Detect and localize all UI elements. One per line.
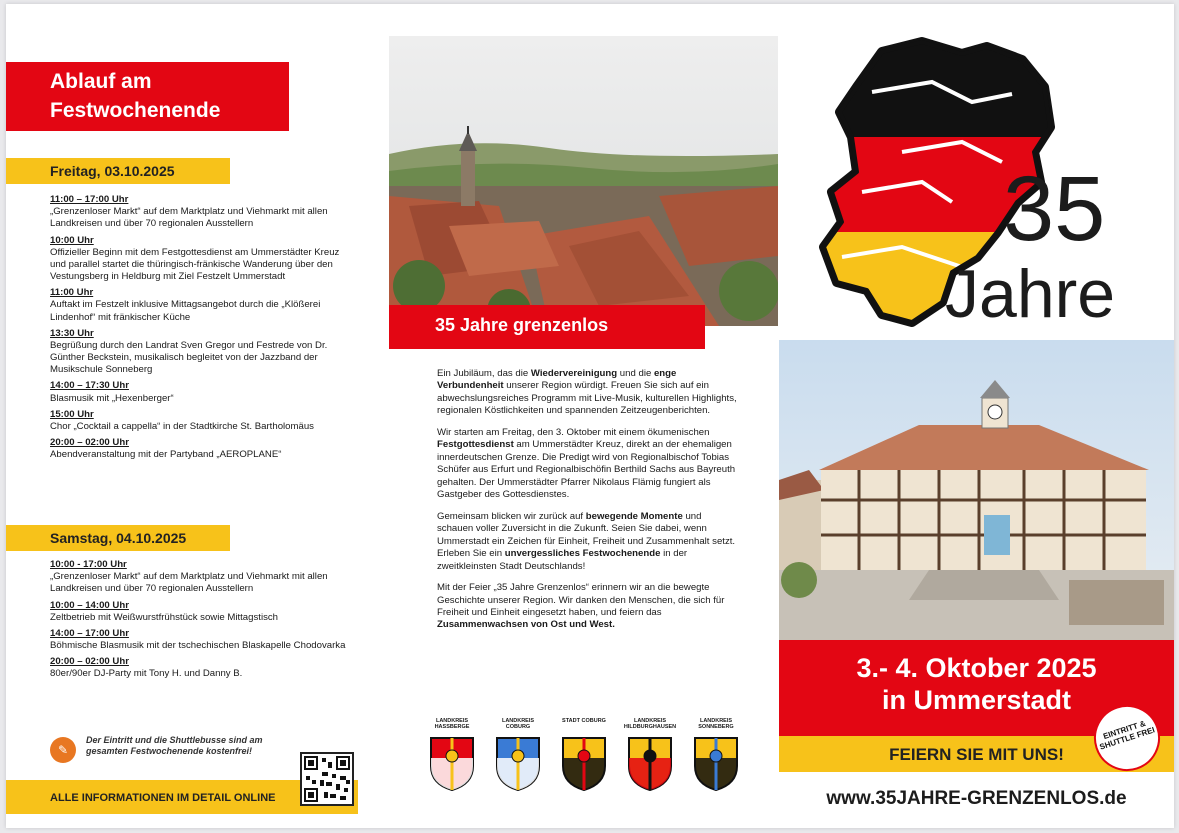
schedule-description: Zeltbetrieb mit Weißwurstfrühstück sowie Mittagstisch [50, 611, 279, 623]
coat-of-arms-icon [495, 736, 541, 792]
event-date: 3.- 4. Oktober 2025 [856, 653, 1097, 683]
crest-label: LANDKREIS HASSBERGE [434, 718, 470, 731]
highlight-text: Zusammenwachsen von Ost und West. [437, 619, 615, 631]
town-hall-image [779, 340, 1174, 640]
schedule-time: 20:00 – 02:00 Uhr [50, 437, 129, 449]
schedule-description: 80er/90er DJ-Party mit Tony H. und Danny B. [50, 668, 243, 680]
schedule-description: Böhmische Blasmusik mit der tschechischen Blaskapelle Chodovarka [50, 640, 346, 652]
schedule-time: 13:30 Uhr [50, 327, 94, 339]
free-entry-note-text: Der Eintritt und die Shuttlebusse sind am gesamten Festwochenende kostenfrei! [86, 735, 263, 757]
paragraph-text: Gemeinsam blicken wir zurück auf [437, 510, 586, 522]
paragraph-text: Ein Jubiläum, das die [437, 368, 531, 379]
saturday-schedule [50, 559, 350, 681]
district-crest [490, 718, 546, 792]
intro-paragraph [437, 427, 737, 502]
highlight-text: unvergessliches Festwochenende [504, 548, 661, 560]
schedule-time: 10:00 – 14:00 Uhr [50, 599, 129, 611]
schedule-description: „Grenzenloser Markt“ auf dem Marktplatz und Viehmarkt mit allen Landkreisen und über 70 regionalen Ausstellern [50, 571, 328, 595]
district-crest [688, 718, 744, 792]
friday-title: Freitag, 03.10.2025 [6, 158, 230, 184]
anniversary-number: 35 [1003, 158, 1106, 260]
intro-text [437, 368, 737, 641]
info-bar: ALLE INFORMATIONEN IM DETAIL ONLINE [6, 780, 358, 814]
highlight-text: Festgottesdienst [437, 439, 514, 451]
schedule-time: 10:00 Uhr [50, 234, 94, 246]
anniversary-heading: 35 Jahre grenzenlos [389, 305, 705, 349]
district-crest [424, 718, 480, 792]
crest-label: STADT COBURG [562, 718, 606, 724]
intro-paragraph [437, 511, 737, 573]
schedule-time: 11:00 Uhr [50, 287, 94, 299]
schedule-time: 10:00 - 17:00 Uhr [50, 559, 127, 570]
schedule-heading-line1: Ablauf am [6, 62, 206, 95]
village-rooftops-photo [389, 36, 778, 326]
crest-label: LANDKREIS COBURG [501, 718, 535, 731]
highlight-text: bewegende Momente [585, 510, 683, 522]
district-crest [622, 718, 678, 792]
schedule-description: „Grenzenloser Markt“ auf dem Marktplatz und Viehmarkt mit allen Landkreisen und über 70 regionalen Ausstellern [50, 206, 328, 230]
ticket-icon: ✎ [50, 737, 76, 763]
coat-of-arms-icon [561, 736, 607, 792]
paragraph-text: Mit der Feier „35 Jahre Grenzenlos“ erinnern wir an die bewegte Geschichte unserer Region. Wir danken den Menschen, die sich für Freiheit und Einheit eingesetzt haben, und feiern das [437, 582, 725, 618]
schedule-time: 20:00 – 02:00 Uhr [50, 656, 129, 668]
schedule-description: Chor „Cocktail a cappella“ in der Stadtkirche St. Bartholomäus [50, 420, 314, 432]
paragraph-text: in der zweitkleinsten Stadt Deutschlands! [437, 548, 688, 572]
town-hall-photo [779, 340, 1174, 640]
district-crest [556, 718, 612, 792]
paragraph-text: und schauen voller Zuversicht in die Zukunft. Seien Sie dabei, wenn Ummerstadt ein Zeichen für Einheit, Freiheit und Zusammenhalt setzt. Erleben Sie ein [437, 510, 736, 560]
schedule-time: 15:00 Uhr [50, 408, 94, 420]
anniversary-jahre: Jahre [945, 256, 1116, 332]
saturday-title: Samstag, 04.10.2025 [6, 525, 230, 551]
schedule-description: Offizieller Beginn mit dem Festgottesdienst am Ummerstädter Kreuz und parallel startet die thüringisch-fränkische Wanderung über den Vestungsberg in Heldburg mit Ziel Festzelt Ummerstadt [50, 246, 340, 283]
highlight-text: Wiedervereinigung [530, 368, 618, 379]
qr-code-image [302, 754, 352, 804]
schedule-description: Begrüßung durch den Landrat Sven Gregor und Festrede von Dr. Günther Beckstein, musikalisch begleitet von der Jazzband der Musikschule Sonneberg [50, 339, 328, 376]
village-rooftops-image [389, 36, 778, 326]
free-entry-note [50, 735, 280, 763]
crest-label: LANDKREIS SONNEBERG [698, 718, 734, 731]
highlight-text: enge Verbundenheit [437, 368, 677, 392]
schedule-description: Blasmusik mit „Hexenberger“ [50, 392, 174, 404]
schedule-description: Auftakt im Festzelt inklusive Mittagsangebot durch die „Klößerei Lindenhof“ mit fränkischer Küche [50, 299, 321, 323]
event-location: in Ummerstadt [881, 685, 1072, 716]
schedule-description: Abendveranstaltung mit der Partyband „AEROPLANE“ [50, 449, 282, 461]
free-entry-badge: EINTRITT & SHUTTLE FREI [1085, 696, 1168, 779]
coat-of-arms-icon [627, 736, 673, 792]
paragraph-text: Wir starten am Freitag, den 3. Oktober mit einem ökumenischen [437, 426, 710, 438]
qr-code[interactable] [300, 752, 354, 806]
district-crests [424, 718, 744, 792]
paragraph-text: und die [617, 368, 654, 379]
intro-paragraph [437, 582, 737, 632]
schedule-time: 14:00 – 17:30 Uhr [50, 380, 129, 392]
schedule-heading-line2: Festwochenende [6, 95, 289, 130]
schedule-heading [6, 62, 289, 131]
crest-label: LANDKREIS HILDBURGHAUSEN [623, 718, 677, 731]
schedule-time: 14:00 – 17:00 Uhr [50, 627, 129, 639]
website-link[interactable]: www.35JAHRE-GRENZENLOS.de [826, 788, 1127, 809]
coat-of-arms-icon [693, 736, 739, 792]
celebrate-cta: FEIERN SIE MIT UNS! [779, 736, 1174, 772]
paragraph-text: am Ummerstädter Kreuz, direkt an der ehemaligen innerdeutschen Grenze. Die Predigt wird von Regionalbischof Tobias Schüfer aus Erfurt und Regionalbischöfin Berthild Sachs aus Bayreuth gehalten. Der Ummerstädter Pfarrer Nikolaus Flämig fungiert als Gastgeber des Gottesdienstes. [437, 439, 736, 501]
schedule-time: 11:00 – 17:00 Uhr [50, 194, 129, 205]
intro-paragraph [437, 368, 737, 418]
coat-of-arms-icon [429, 736, 475, 792]
friday-schedule [50, 194, 350, 461]
paragraph-text: unserer Region würdigt. Freuen Sie sich auf ein abwechslungsreiches Programm mit Live-Musik, kulturellen Highlights, regionalen Köstlichkeiten und spannenden Zeitzeugenberichten. [437, 380, 737, 417]
